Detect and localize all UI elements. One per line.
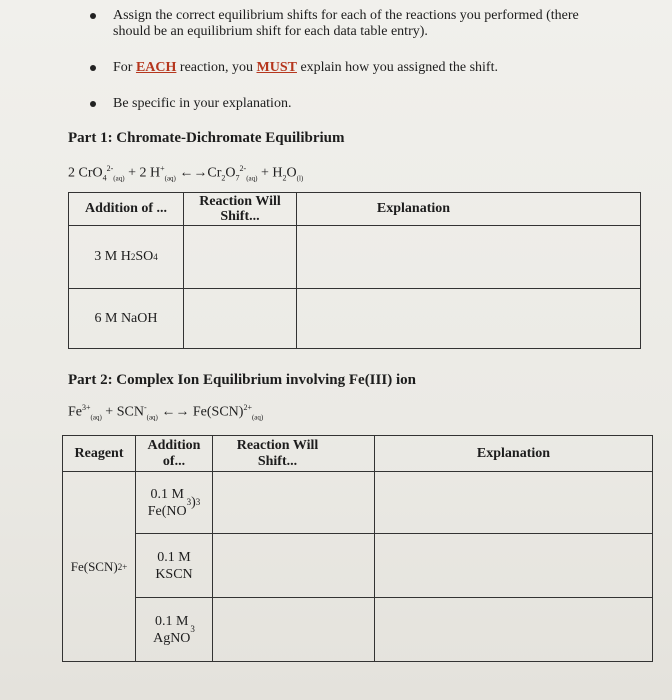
header-reaction-shift: Reaction Will Shift... <box>184 193 297 226</box>
addition-naoh-label: 6 M NaOH <box>94 310 158 326</box>
header-addition-of: Addition of ... <box>69 193 184 226</box>
bullet-dot <box>90 65 96 71</box>
table-row-naoh <box>69 289 184 349</box>
shift-cell[interactable] <box>184 226 297 289</box>
addition-feno3-label: 0.1 M Fe(NO 3 ) 3 <box>147 486 201 519</box>
reagent-fescn-label: Fe(SCN) 2+ <box>70 558 128 574</box>
header-explanation: Explanation <box>375 436 653 472</box>
emphasis-must: MUST <box>256 60 297 75</box>
bullet-dot <box>90 13 96 19</box>
table-row-kscn <box>136 534 213 598</box>
part2-equation: $Fe^{3+}_{(aq)} + SCN^-_{(aq)}$ ←→ Fe(SCN)$^{2+}_{(aq)}$ <box>68 403 264 422</box>
explanation-cell[interactable] <box>297 289 641 349</box>
instruction-each-must: For EACH reaction, you MUST explain how you assigned the shift. <box>113 60 498 75</box>
instruction-line-1: Assign the correct equilibrium shifts for each of the reactions you performed (there <box>113 8 579 23</box>
part1-table <box>68 192 641 349</box>
header-reaction-shift: Reaction Will Shift... <box>213 436 375 472</box>
explanation-cell[interactable] <box>297 226 641 289</box>
shift-cell[interactable] <box>213 472 375 534</box>
header-explanation: Explanation <box>297 193 641 226</box>
part1-equation: 2 CrO$_4^{2-}_{(aq)}$ + 2 $H^+_{(aq)}$ $\leftarrow\to Cr_2O_7^{2-}_{(aq)} + H_2O_{(l)}$ <box>68 164 304 183</box>
explanation-cell[interactable] <box>375 534 653 598</box>
header-addition-of: Addition of... <box>136 436 213 472</box>
table-row-feno3 <box>136 472 213 534</box>
shift-cell[interactable] <box>213 534 375 598</box>
header-reagent: Reagent <box>63 436 136 472</box>
shift-cell[interactable] <box>213 598 375 662</box>
reagent-cell <box>63 472 136 662</box>
emphasis-each: EACH <box>135 60 177 75</box>
instruction-specific: Be specific in your explanation. <box>113 96 292 111</box>
part1-title: Part 1: Chromate-Dichromate Equilibrium <box>68 130 345 146</box>
table-row-agno3 <box>136 598 213 662</box>
bullet-dot <box>90 101 96 107</box>
addition-agno3-label: 0.1 M AgNO 3 <box>153 613 195 646</box>
addition-h2so4-label: 3 M H 2 SO 4 <box>94 249 158 264</box>
table-row-h2so4 <box>69 226 184 289</box>
explanation-cell[interactable] <box>375 472 653 534</box>
part2-table <box>62 435 653 662</box>
explanation-cell[interactable] <box>375 598 653 662</box>
addition-kscn-label: 0.1 M KSCN <box>155 549 193 582</box>
instruction-line-2: should be an equilibrium shift for each data table entry). <box>113 24 428 39</box>
shift-cell[interactable] <box>184 289 297 349</box>
part2-title: Part 2: Complex Ion Equilibrium involving Fe(III) ion <box>68 372 416 388</box>
